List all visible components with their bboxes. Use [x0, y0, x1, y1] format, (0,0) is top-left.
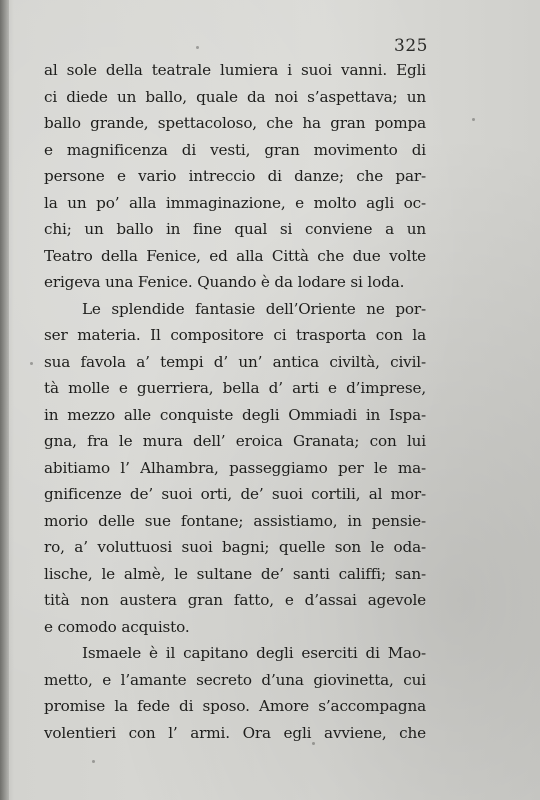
paper-speck	[472, 118, 475, 121]
text-line: ser materia. Il compositore ci trasporta con la	[44, 326, 426, 344]
text-line: chi; un ballo in fine qual si conviene a un	[44, 220, 426, 238]
text-line: gnificenze de’ suoi orti, de’ suoi cortili, al mor-	[44, 485, 426, 503]
text-line: lische, le almè, le sultane de’ santi califfi; san-	[44, 564, 426, 583]
paper-speck	[92, 760, 95, 763]
paragraph-first-line: Le splendide fantasie dell’Oriente ne por-	[82, 299, 426, 318]
text-line: ci diede un ballo, quale da noi s’aspettava; un	[44, 87, 426, 106]
text-line: e magnificenza di vesti, gran movimento di	[44, 140, 426, 159]
text-line: erigeva una Fenice. Quando è da lodare si loda.	[44, 273, 405, 291]
text-line: abitiamo l’ Alhambra, passeggiamo per le ma-	[44, 458, 426, 477]
text-line: metto, e l’amante secreto d’una giovinetta, cui	[44, 670, 426, 689]
paper-speck	[196, 46, 199, 49]
paper-speck	[30, 362, 33, 365]
text-line: tità non austera gran fatto, e d’assai agevole	[44, 591, 426, 609]
text-line: ballo grande, spettacoloso, che ha gran pompa	[44, 114, 426, 132]
page-number: 325	[394, 36, 428, 56]
text-line: e comodo acquisto.	[44, 617, 190, 636]
paragraph-first-line: Ismaele è il capitano degli eserciti di Mao-	[82, 644, 426, 662]
text-line: persone e vario intreccio di danze; che par-	[44, 167, 426, 185]
text-line: promise la fede di sposo. Amore s’accompagna	[44, 697, 426, 715]
text-line: volentieri con l’ armi. Ora egli avviene, che	[44, 723, 426, 742]
body-text	[44, 57, 426, 746]
text-line: sua favola a’ tempi d’ un’ antica civiltà, civil-	[44, 352, 426, 371]
text-line: tà molle e guerriera, bella d’ arti e d’imprese,	[44, 379, 426, 397]
text-line: Teatro della Fenice, ed alla Città che due volte	[44, 246, 426, 265]
text-line: la un po’ alla immaginazione, e molto agli oc-	[44, 193, 426, 212]
paper-speck	[418, 600, 421, 603]
page-binding-shadow	[0, 0, 9, 800]
text-line: in mezzo alle conquiste degli Ommiadi in Ispa-	[44, 405, 426, 424]
text-line: morio delle sue fontane; assistiamo, in pensie-	[44, 511, 426, 530]
text-line: gna, fra le mura dell’ eroica Granata; con lui	[44, 432, 426, 450]
text-line: al sole della teatrale lumiera i suoi vanni. Egli	[44, 61, 426, 79]
paper-speck	[312, 742, 315, 745]
text-line: ro, a’ voluttuosi suoi bagni; quelle son le oda-	[44, 538, 426, 556]
